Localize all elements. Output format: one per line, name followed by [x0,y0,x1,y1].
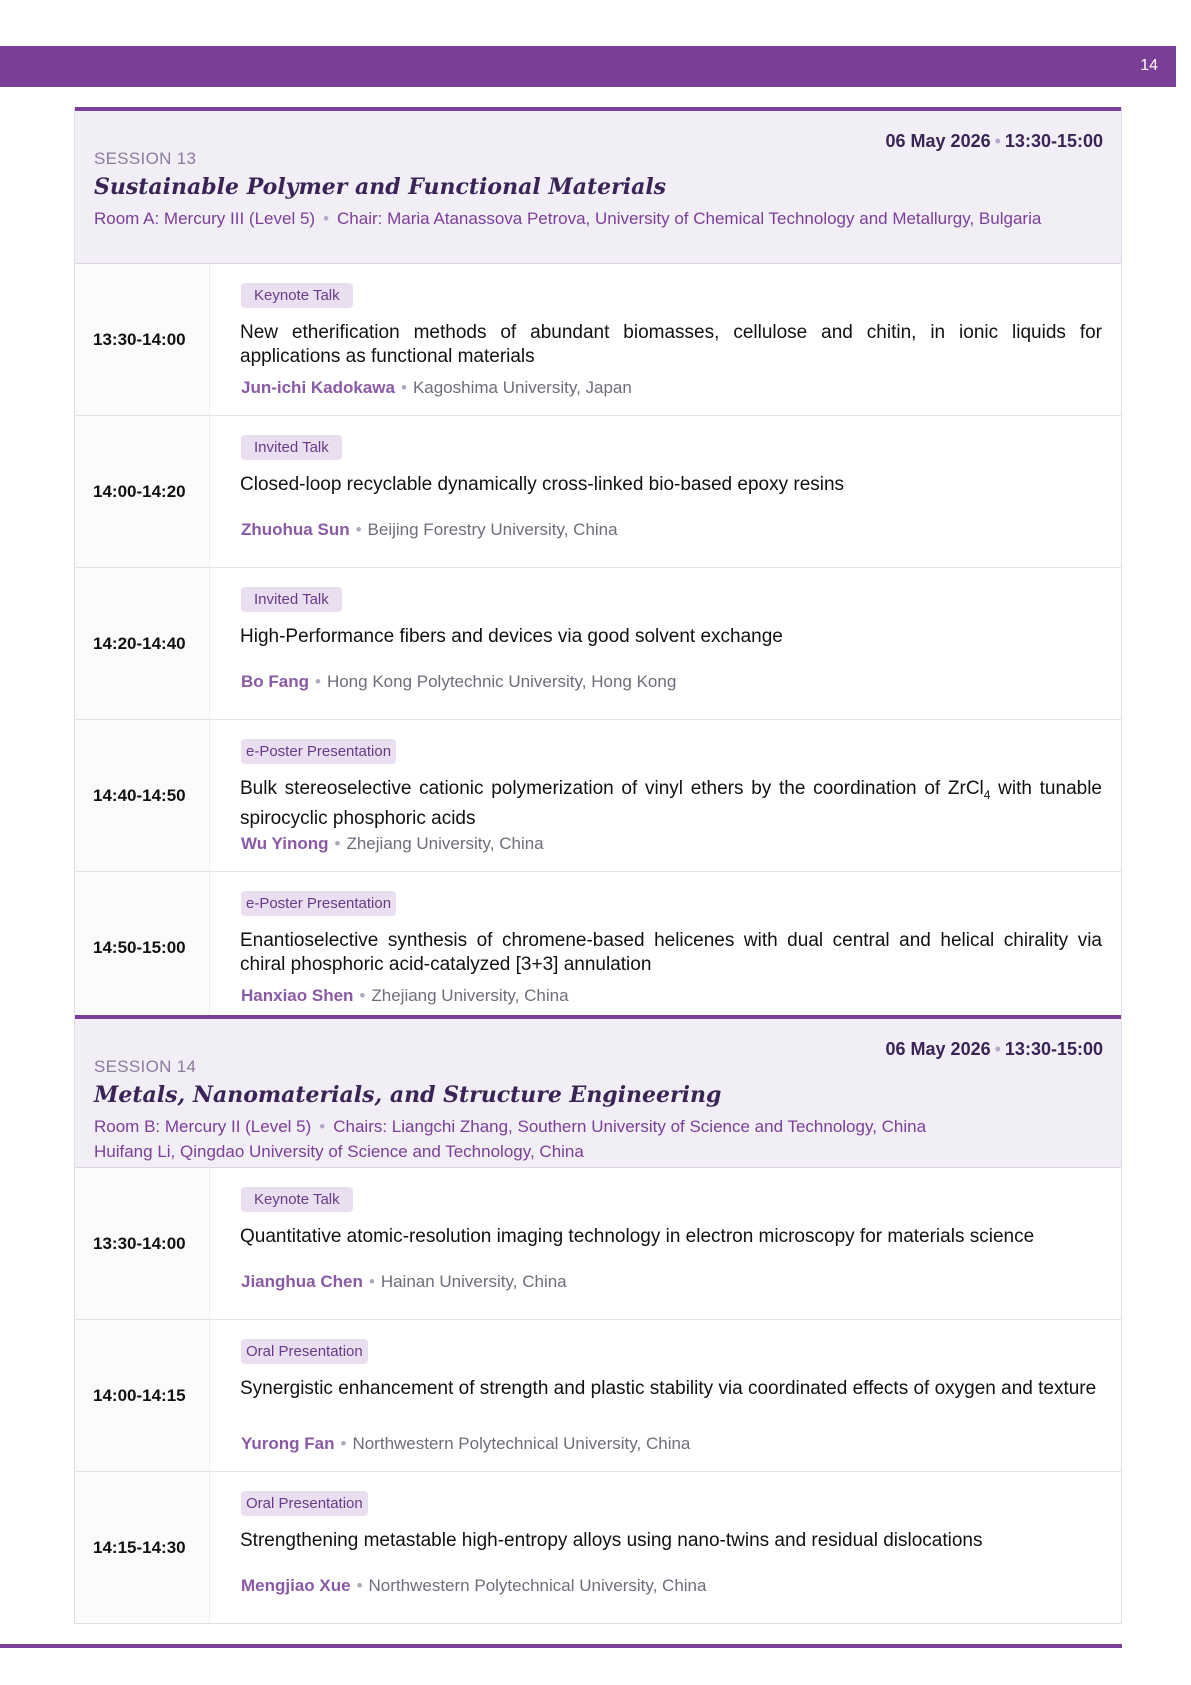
talk-speaker: Mengjiao Xue • Northwestern Polytechnical University, China [241,1576,707,1595]
page-number: 14 [1140,57,1158,74]
speaker-name: Jun-ichi Kadokawa [241,378,395,397]
talk-speaker: Wu Yinong • Zhejiang University, China [241,834,544,853]
talk-time: 14:15-14:30 [93,1538,186,1557]
talk-title: Quantitative atomic-resolution imaging technology in electron microscopy for materials science [240,1226,1035,1247]
talk-type-badge: e-Poster Presentation [241,891,396,916]
talk-row [75,1472,1121,1623]
talk-title: Synergistic enhancement of strength and plastic stability via coordinated effects of oxygen and texture [240,1378,1097,1399]
talk-time: 13:30-14:00 [93,330,186,349]
session-room-chair: Room A: Mercury III (Level 5) • Chair: Maria Atanassova Petrova, University of Chemical Technology and Metallurgy, Bulgaria [94,209,1042,228]
speaker-name: Yurong Fan [241,1434,335,1453]
talk-title: Enantioselective synthesis of chromene-based helicenes with dual central and helical chirality via chiral phosphoric acid-catalyzed [3+3] annulation [240,930,1102,975]
speaker-affiliation: Northwestern Polytechnical University, China [352,1434,691,1453]
talk-type-badge: Oral Presentation [241,1491,368,1516]
session-chair-second: Huifang Li, Qingdao University of Science and Technology, China [94,1142,584,1161]
talk-row [75,264,1121,416]
speaker-affiliation: Kagoshima University, Japan [412,378,632,397]
speaker-affiliation: Zhejiang University, China [346,834,544,853]
talk-title: Bulk stereoselective cationic polymerization of vinyl ethers by the coordination of ZrCl$_4$ with tunable spirocyclic phosphoric acids [240,778,1102,829]
session-date: 06 May 2026 [885,1039,991,1059]
page-footer-rule [0,1644,1122,1648]
session-title: Sustainable Polymer and Functional Materials [94,174,667,200]
talk-speaker: Hanxiao Shen • Zhejiang University, China [241,986,569,1005]
talk-time: 14:00-14:15 [93,1386,186,1405]
talk-speaker: Zhuohua Sun • Beijing Forestry University, China [241,520,618,539]
session-13 [74,107,1122,1018]
session-header [75,107,1121,264]
talk-title: High-Performance fibers and devices via good solvent exchange [240,626,783,647]
talk-type-badge: Invited Talk [241,587,342,612]
talk-time: 13:30-14:00 [93,1234,186,1253]
talk-row [75,416,1121,568]
talk-title: Closed-loop recyclable dynamically cross-linked bio-based epoxy resins [240,474,845,495]
session-time: 13:30-15:00 [1004,1039,1103,1059]
session-room: Room B: Mercury II (Level 5) [94,1117,312,1136]
talk-time: 14:40-14:50 [93,786,186,805]
talk-title: New etherification methods of abundant biomasses, cellulose and chitin, in ionic liquids for applications as functional materials [240,322,1102,367]
talk-type-badge: Keynote Talk [241,1187,353,1212]
talk-speaker: Jun-ichi Kadokawa • Kagoshima University, Japan [241,378,632,397]
session-datetime: 06 May 2026 • 13:30-15:00 [885,1039,1103,1059]
speaker-affiliation: Hainan University, China [380,1272,567,1291]
talk-type-badge: Oral Presentation [241,1339,368,1364]
speaker-name: Hanxiao Shen [241,986,354,1005]
talk-title: Strengthening metastable high-entropy alloys using nano-twins and residual dislocations [240,1530,983,1551]
talk-row [75,1168,1121,1320]
speaker-name: Wu Yinong [241,834,329,853]
speaker-name: Bo Fang [241,672,309,691]
session-room-chair: Room B: Mercury II (Level 5) • Chairs: Liangchi Zhang, Southern University of Science and Technology, China [94,1117,927,1136]
session-14 [74,1015,1122,1624]
speaker-affiliation: Hong Kong Polytechnic University, Hong Kong [326,672,677,691]
talk-row [75,568,1121,720]
talk-row [75,872,1121,1018]
talk-time: 14:20-14:40 [93,634,186,653]
session-title: Metals, Nanomaterials, and Structure Engineering [94,1082,722,1108]
speaker-affiliation: Northwestern Polytechnical University, China [368,1576,707,1595]
talk-type-badge: Invited Talk [241,435,342,460]
session-chair: Chair: Maria Atanassova Petrova, University of Chemical Technology and Metallurgy, Bulgaria [337,209,1042,228]
speaker-affiliation: Zhejiang University, China [371,986,569,1005]
talk-row [75,1320,1121,1472]
talk-time: 14:00-14:20 [93,482,186,501]
speaker-affiliation: Beijing Forestry University, China [367,520,618,539]
page-header-bar [0,46,1176,87]
talk-row [75,720,1121,872]
speaker-name: Zhuohua Sun [241,520,350,539]
session-header [75,1015,1121,1168]
talk-speaker: Bo Fang • Hong Kong Polytechnic University, Hong Kong [241,672,677,691]
session-datetime: 06 May 2026 • 13:30-15:00 [885,131,1103,151]
session-room: Room A: Mercury III (Level 5) [94,209,316,228]
talk-type-badge: Keynote Talk [241,283,353,308]
session-time: 13:30-15:00 [1004,131,1103,151]
talk-time: 14:50-15:00 [93,938,186,957]
session-date: 06 May 2026 [885,131,991,151]
talk-speaker: Yurong Fan • Northwestern Polytechnical University, China [241,1434,691,1453]
session-label: SESSION 14 [94,1057,197,1076]
talk-type-badge: e-Poster Presentation [241,739,396,764]
speaker-name: Mengjiao Xue [241,1576,351,1595]
speaker-name: Jianghua Chen [241,1272,363,1291]
session-chair: Chairs: Liangchi Zhang, Southern University of Science and Technology, China [333,1117,927,1136]
talk-speaker: Jianghua Chen • Hainan University, China [241,1272,567,1291]
session-label: SESSION 13 [94,149,197,168]
